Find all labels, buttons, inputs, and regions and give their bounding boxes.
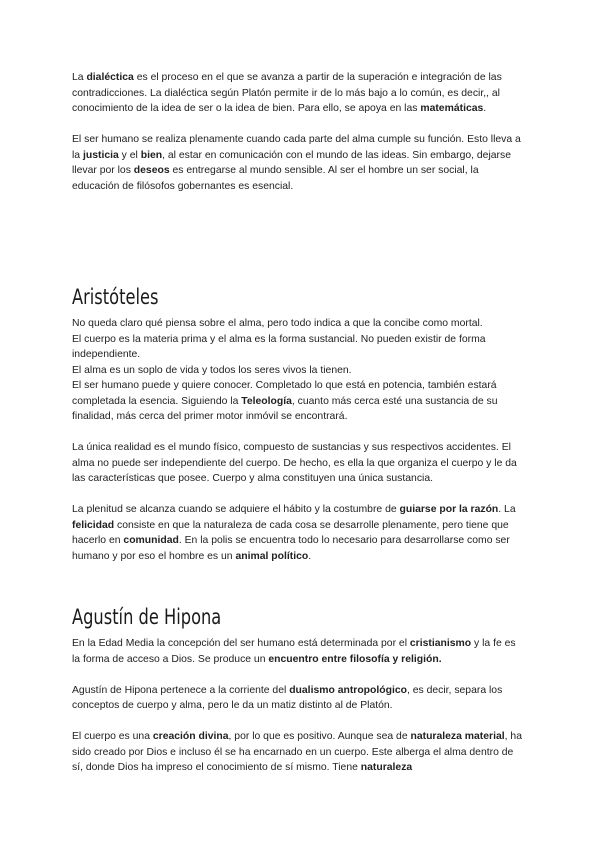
bold-term: comunidad bbox=[123, 535, 179, 546]
bold-term: naturaleza bbox=[360, 762, 413, 773]
bold-term: bien bbox=[140, 149, 163, 161]
aristoteles-heading: Aristóteles bbox=[72, 285, 159, 309]
bold-term: dialéctica bbox=[86, 72, 134, 83]
aristoteles-section bbox=[72, 284, 524, 564]
bold-term: matemáticas bbox=[420, 103, 484, 114]
bold-term: creación divina bbox=[152, 731, 229, 742]
dialectica-paragraph: La dialéctica es el proceso en el que se avanza a partir de la superación e integración de las contradicciones. La dialéctica según Platón permite ir de lo más bajo a lo común, es decir,, al conocimiento de la idea de ser o la idea de bien. Para ello, se apoya en las matemáticas. bbox=[72, 72, 502, 114]
bold-term: deseos bbox=[133, 165, 170, 176]
cuerpo-paragraph: El cuerpo es una creación divina, por lo que es positivo. Aunque sea de naturaleza material, ha sido creado por Dios e incluso él se ha encarnado en un cuerpo. Este alberga el alma dentro de sí, donde Dios ha impreso el conocimiento de sí mismo. Tiene naturaleza bbox=[72, 731, 522, 773]
agustin-heading: Agustín de Hipona bbox=[72, 605, 222, 629]
text-line: No queda claro qué piensa sobre el alma, pero todo indica a que la concibe como mortal. bbox=[72, 318, 483, 329]
bold-term: animal político bbox=[235, 550, 309, 562]
text-line: El ser humano puede y quiere conocer. Completado lo que está en potencia, también estará completada la esencia. Siguiendo la Teleología, cuanto más cerca esté una sustancia de su finalidad, más cerca del primer motor inmóvil se encontrará. bbox=[72, 380, 498, 422]
text-line: El cuerpo es la materia prima y el alma es la forma sustancial. No pueden existir de forma independiente. bbox=[72, 333, 486, 360]
bold-term: cristianismo bbox=[409, 638, 472, 649]
dualismo-paragraph: Agustín de Hipona pertenece a la corriente del dualismo antropológico, es decir, separa los conceptos de cuerpo y alma, pero le da un matiz distinto al de Platón. bbox=[72, 684, 503, 711]
text-line: El alma es un soplo de vida y todos los seres vivos la tienen. bbox=[72, 364, 352, 376]
bold-term: dualismo antropológico bbox=[289, 684, 407, 696]
bold-term: justicia bbox=[82, 149, 119, 161]
edad-media-paragraph: En la Edad Media la concepción del ser humano está determinada por el cristianismo y la fe es la forma de acceso a Dios. Se produce un encuentro entre filosofía y religión. bbox=[72, 638, 516, 665]
bold-term: guiarse por la razón bbox=[399, 504, 499, 515]
bold-term: encuentro entre filosofía y religión. bbox=[268, 653, 442, 665]
bold-term: naturaleza material bbox=[410, 731, 505, 742]
bold-term: felicidad bbox=[72, 519, 115, 531]
plenitud-paragraph: La plenitud se alcanza cuando se adquiere el hábito y la costumbre de guiarse por la razón. La felicidad consiste en que la naturaleza de cada cosa se desarrolle plenamente, pero tiene que hacerlo en comunidad. En la polis se encuentra todo lo necesario para desarrollarse como ser humano y por eso el hombre es un animal político. bbox=[72, 504, 516, 562]
alma-lines bbox=[72, 316, 524, 425]
plato-section bbox=[72, 70, 524, 194]
realidad-paragraph: La única realidad es el mundo físico, compuesto de sustancias y sus respectivos accidentes. El alma no puede ser independiente del cuerpo. De hecho, es ella la que organiza el cuerpo y le da las características que posee. Cuerpo y alma constituyen una única sustancia. bbox=[72, 442, 517, 484]
bold-term: Teleología bbox=[241, 395, 292, 407]
ser-humano-paragraph: El ser humano se realiza plenamente cuando cada parte del alma cumple su función. Esto lleva a la justicia y el bien, al estar en comunicación con el mundo de las ideas. Sin embargo, dejarse llevar por los deseos es entregarse al mundo sensible. Al ser el hombre un ser social, la educación de filósofos gobernantes es esencial. bbox=[72, 134, 521, 192]
agustin-section bbox=[72, 604, 524, 776]
